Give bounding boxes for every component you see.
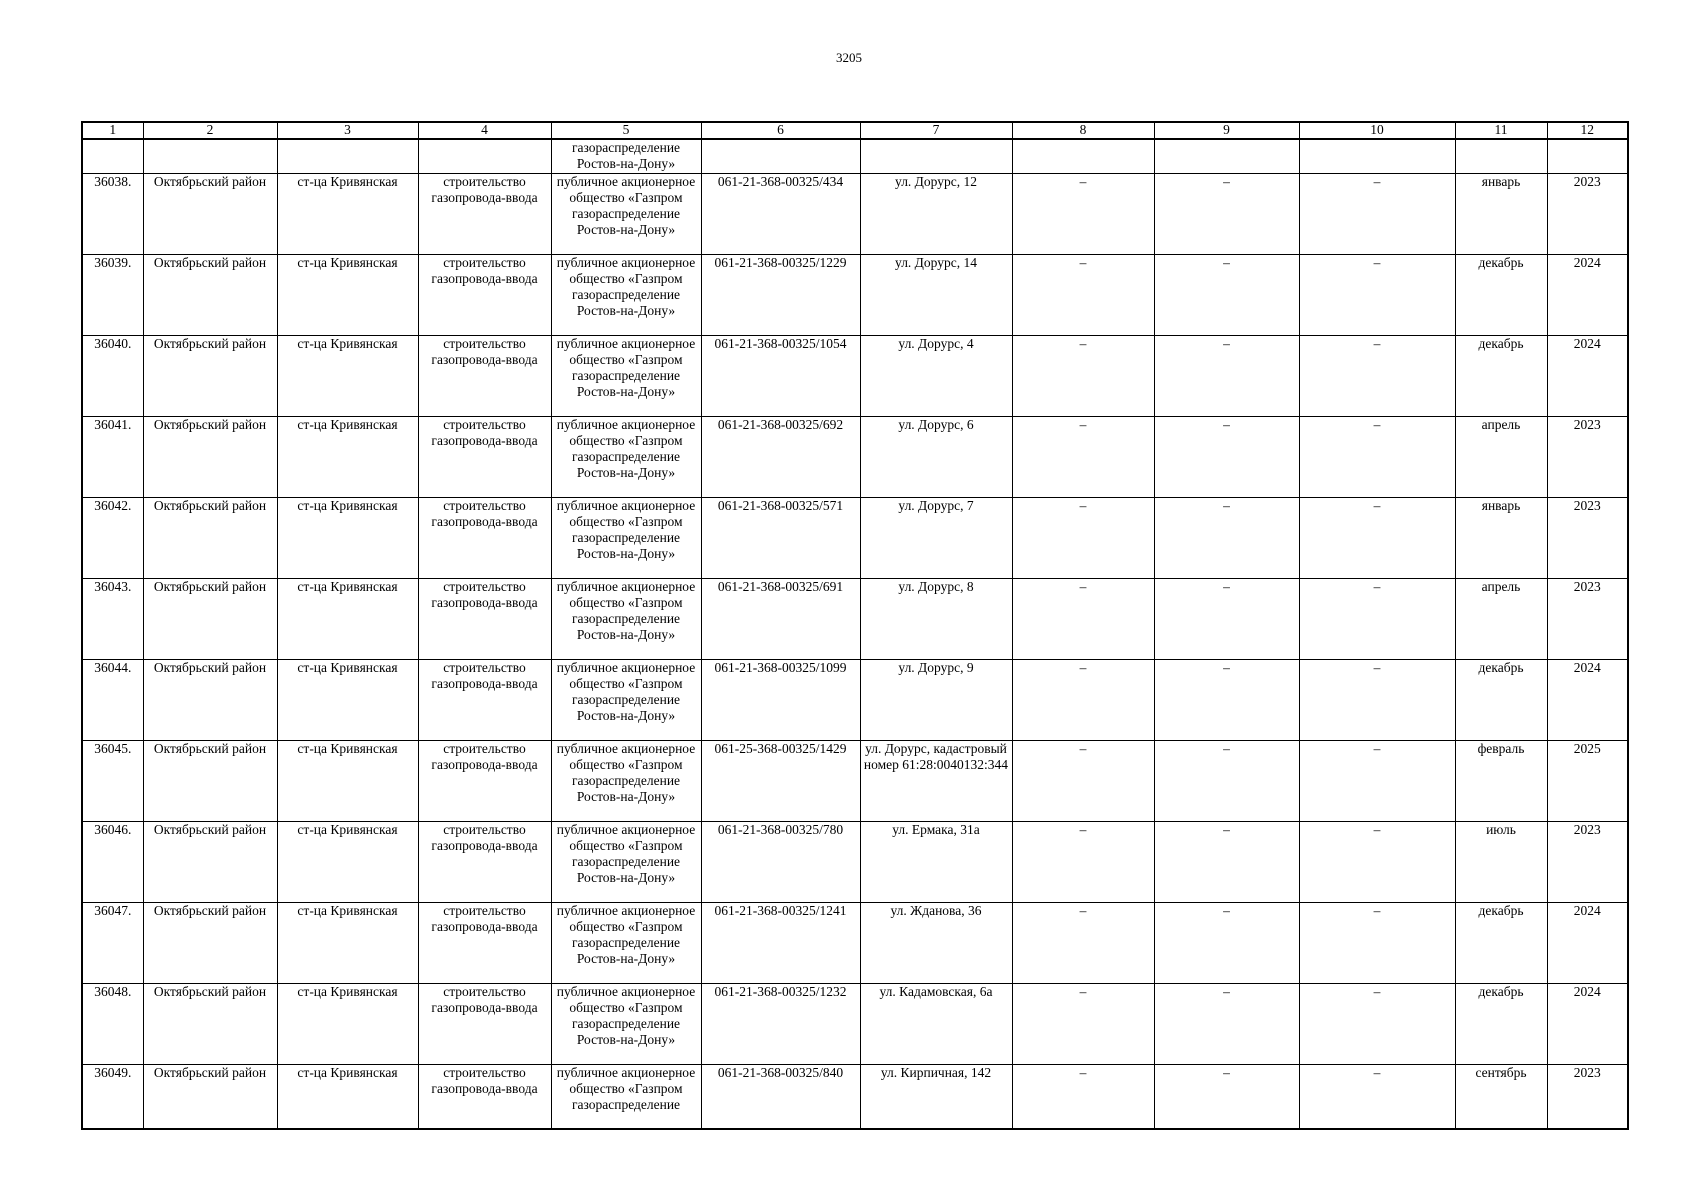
cell-address: ул. Жданова, 36 [860, 902, 1012, 983]
cell-year: 2024 [1547, 659, 1628, 740]
cell-month: декабрь [1455, 983, 1547, 1064]
continuation-row [82, 139, 1628, 173]
cell-work-type: строительство газопровода-ввода [418, 173, 551, 254]
cell-address: ул. Ермака, 31а [860, 821, 1012, 902]
cell-organization: публичное акционерное общество «Газпром газораспределение Ростов-на-Дону» [551, 659, 701, 740]
cell-district: Октябрьский район [143, 821, 277, 902]
cell-year: 2024 [1547, 983, 1628, 1064]
cell-col-8: – [1012, 335, 1154, 416]
cell-col-9: – [1154, 254, 1299, 335]
cell-district: Октябрьский район [143, 335, 277, 416]
cell-number: 36038. [82, 173, 143, 254]
cell-district: Октябрьский район [143, 578, 277, 659]
table-row [82, 659, 1628, 740]
column-header: 8 [1012, 122, 1154, 139]
cell-registry-code: 061-25-368-00325/1429 [701, 740, 860, 821]
cell-col-8: – [1012, 1064, 1154, 1129]
cell-col-9: – [1154, 335, 1299, 416]
cell-district: Октябрьский район [143, 254, 277, 335]
cell-address: ул. Дорурс, 9 [860, 659, 1012, 740]
cell-col-9: – [1154, 983, 1299, 1064]
cell-registry-code: 061-21-368-00325/1229 [701, 254, 860, 335]
page-number: 3205 [836, 50, 862, 65]
column-header: 3 [277, 122, 418, 139]
table-row [82, 821, 1628, 902]
cell-district: Октябрьский район [143, 416, 277, 497]
table-row [82, 740, 1628, 821]
cell-settlement: ст-ца Кривянская [277, 173, 418, 254]
cell-number: 36042. [82, 497, 143, 578]
table-row [82, 497, 1628, 578]
cell-number: 36049. [82, 1064, 143, 1129]
cell-registry-code: 061-21-368-00325/1054 [701, 335, 860, 416]
cell-organization: газораспределение Ростов-на-Дону» [551, 139, 701, 173]
cell-district: Октябрьский район [143, 659, 277, 740]
cell-col-9: – [1154, 578, 1299, 659]
cell-col-10: – [1299, 254, 1455, 335]
cell-registry-code: 061-21-368-00325/1241 [701, 902, 860, 983]
cell-col-8: – [1012, 497, 1154, 578]
cell-settlement: ст-ца Кривянская [277, 659, 418, 740]
cell-col-10: – [1299, 659, 1455, 740]
cell-organization: публичное акционерное общество «Газпром газораспределение Ростов-на-Дону» [551, 335, 701, 416]
cell-organization: публичное акционерное общество «Газпром газораспределение Ростов-на-Дону» [551, 983, 701, 1064]
cell-address: ул. Кирпичная, 142 [860, 1064, 1012, 1129]
table-row [82, 1064, 1628, 1129]
cell-address: ул. Дорурс, 7 [860, 497, 1012, 578]
column-header: 6 [701, 122, 860, 139]
cell-month: декабрь [1455, 254, 1547, 335]
cell-district: Октябрьский район [143, 1064, 277, 1129]
cell-work-type: строительство газопровода-ввода [418, 335, 551, 416]
cell-registry-code: 061-21-368-00325/691 [701, 578, 860, 659]
cell-col-9: – [1154, 659, 1299, 740]
column-header: 1 [82, 122, 143, 139]
cell-district: Октябрьский район [143, 983, 277, 1064]
cell-col-9: – [1154, 416, 1299, 497]
cell-col-9: – [1154, 497, 1299, 578]
cell-organization: публичное акционерное общество «Газпром газораспределение Ростов-на-Дону» [551, 902, 701, 983]
column-header: 7 [860, 122, 1012, 139]
cell-month: июль [1455, 821, 1547, 902]
cell-organization: публичное акционерное общество «Газпром газораспределение Ростов-на-Дону» [551, 416, 701, 497]
cell-col-8: – [1012, 740, 1154, 821]
cell-col-10: – [1299, 1064, 1455, 1129]
cell-col-9: – [1154, 1064, 1299, 1129]
cell-col-8: – [1012, 173, 1154, 254]
cell-year: 2023 [1547, 416, 1628, 497]
cell-number: 36047. [82, 902, 143, 983]
cell-month: январь [1455, 497, 1547, 578]
cell-month: декабрь [1455, 902, 1547, 983]
cell-col-10: – [1299, 740, 1455, 821]
cell-work-type: строительство газопровода-ввода [418, 1064, 551, 1129]
table-row [82, 254, 1628, 335]
cell-registry-code: 061-21-368-00325/1232 [701, 983, 860, 1064]
cell-work-type: строительство газопровода-ввода [418, 902, 551, 983]
cell-month: апрель [1455, 578, 1547, 659]
cell-year: 2025 [1547, 740, 1628, 821]
cell-col-10: – [1299, 497, 1455, 578]
cell-col-8: – [1012, 578, 1154, 659]
cell-year: 2023 [1547, 1064, 1628, 1129]
cell-work-type: строительство газопровода-ввода [418, 416, 551, 497]
cell-organization: публичное акционерное общество «Газпром газораспределение Ростов-на-Дону» [551, 740, 701, 821]
cell-number: 36040. [82, 335, 143, 416]
cell-col-8: – [1012, 902, 1154, 983]
cell-district: Октябрьский район [143, 740, 277, 821]
cell-year: 2023 [1547, 497, 1628, 578]
cell-col-10: – [1299, 902, 1455, 983]
register-table [81, 121, 1629, 1130]
cell-year: 2023 [1547, 821, 1628, 902]
cell-number: 36041. [82, 416, 143, 497]
cell-address: ул. Дорурс, 4 [860, 335, 1012, 416]
cell-col-8: – [1012, 983, 1154, 1064]
cell-month: декабрь [1455, 335, 1547, 416]
cell-settlement: ст-ца Кривянская [277, 821, 418, 902]
cell-col-8: – [1012, 659, 1154, 740]
cell-settlement: ст-ца Кривянская [277, 983, 418, 1064]
cell-year: 2023 [1547, 578, 1628, 659]
cell-year: 2023 [1547, 173, 1628, 254]
column-header: 9 [1154, 122, 1299, 139]
table-row [82, 983, 1628, 1064]
cell-work-type: строительство газопровода-ввода [418, 821, 551, 902]
cell-district: Октябрьский район [143, 902, 277, 983]
cell-district: Октябрьский район [143, 497, 277, 578]
cell-number: 36045. [82, 740, 143, 821]
cell-number: 36048. [82, 983, 143, 1064]
table-row [82, 578, 1628, 659]
cell-col-8: – [1012, 254, 1154, 335]
cell-year: 2024 [1547, 902, 1628, 983]
cell-address: ул. Дорурс, 6 [860, 416, 1012, 497]
cell-organization: публичное акционерное общество «Газпром газораспределение [551, 1064, 701, 1129]
cell-address: ул. Дорурс, 8 [860, 578, 1012, 659]
cell-registry-code: 061-21-368-00325/840 [701, 1064, 860, 1129]
cell-month: декабрь [1455, 659, 1547, 740]
cell-col-10: – [1299, 983, 1455, 1064]
cell-address: ул. Кадамовская, 6а [860, 983, 1012, 1064]
column-header: 10 [1299, 122, 1455, 139]
cell-col-9: – [1154, 740, 1299, 821]
cell-work-type: строительство газопровода-ввода [418, 659, 551, 740]
cell-month: апрель [1455, 416, 1547, 497]
cell-month: сентябрь [1455, 1064, 1547, 1129]
cell-number: 36046. [82, 821, 143, 902]
cell-organization: публичное акционерное общество «Газпром газораспределение Ростов-на-Дону» [551, 821, 701, 902]
cell-settlement: ст-ца Кривянская [277, 740, 418, 821]
cell-address: ул. Дорурс, кадастровый номер 61:28:0040132:344 [860, 740, 1012, 821]
cell-settlement: ст-ца Кривянская [277, 335, 418, 416]
cell-col-9: – [1154, 821, 1299, 902]
cell-work-type: строительство газопровода-ввода [418, 740, 551, 821]
cell-month: февраль [1455, 740, 1547, 821]
cell-organization: публичное акционерное общество «Газпром газораспределение Ростов-на-Дону» [551, 497, 701, 578]
cell-work-type: строительство газопровода-ввода [418, 497, 551, 578]
cell-district: Октябрьский район [143, 173, 277, 254]
cell-col-8: – [1012, 821, 1154, 902]
cell-settlement: ст-ца Кривянская [277, 1064, 418, 1129]
cell-address: ул. Дорурс, 14 [860, 254, 1012, 335]
column-number-row [82, 122, 1628, 139]
column-header: 12 [1547, 122, 1628, 139]
cell-col-9: – [1154, 173, 1299, 254]
table-row [82, 335, 1628, 416]
cell-col-10: – [1299, 821, 1455, 902]
cell-number: 36044. [82, 659, 143, 740]
cell-settlement: ст-ца Кривянская [277, 254, 418, 335]
cell-registry-code: 061-21-368-00325/692 [701, 416, 860, 497]
cell-registry-code: 061-21-368-00325/780 [701, 821, 860, 902]
cell-col-10: – [1299, 335, 1455, 416]
table-row [82, 173, 1628, 254]
cell-organization: публичное акционерное общество «Газпром газораспределение Ростов-на-Дону» [551, 578, 701, 659]
cell-organization: публичное акционерное общество «Газпром газораспределение Ростов-на-Дону» [551, 173, 701, 254]
cell-organization: публичное акционерное общество «Газпром газораспределение Ростов-на-Дону» [551, 254, 701, 335]
cell-registry-code: 061-21-368-00325/1099 [701, 659, 860, 740]
cell-year: 2024 [1547, 335, 1628, 416]
cell-month: январь [1455, 173, 1547, 254]
table-row [82, 902, 1628, 983]
table-row [82, 416, 1628, 497]
cell-settlement: ст-ца Кривянская [277, 578, 418, 659]
cell-work-type: строительство газопровода-ввода [418, 983, 551, 1064]
cell-col-10: – [1299, 416, 1455, 497]
cell-col-10: – [1299, 173, 1455, 254]
cell-col-10: – [1299, 578, 1455, 659]
column-header: 5 [551, 122, 701, 139]
cell-work-type: строительство газопровода-ввода [418, 578, 551, 659]
column-header: 2 [143, 122, 277, 139]
cell-year: 2024 [1547, 254, 1628, 335]
cell-settlement: ст-ца Кривянская [277, 416, 418, 497]
cell-registry-code: 061-21-368-00325/571 [701, 497, 860, 578]
column-header: 11 [1455, 122, 1547, 139]
cell-settlement: ст-ца Кривянская [277, 497, 418, 578]
cell-address: ул. Дорурс, 12 [860, 173, 1012, 254]
cell-registry-code: 061-21-368-00325/434 [701, 173, 860, 254]
cell-settlement: ст-ца Кривянская [277, 902, 418, 983]
cell-col-9: – [1154, 902, 1299, 983]
cell-number: 36039. [82, 254, 143, 335]
cell-work-type: строительство газопровода-ввода [418, 254, 551, 335]
column-header: 4 [418, 122, 551, 139]
cell-number: 36043. [82, 578, 143, 659]
cell-col-8: – [1012, 416, 1154, 497]
